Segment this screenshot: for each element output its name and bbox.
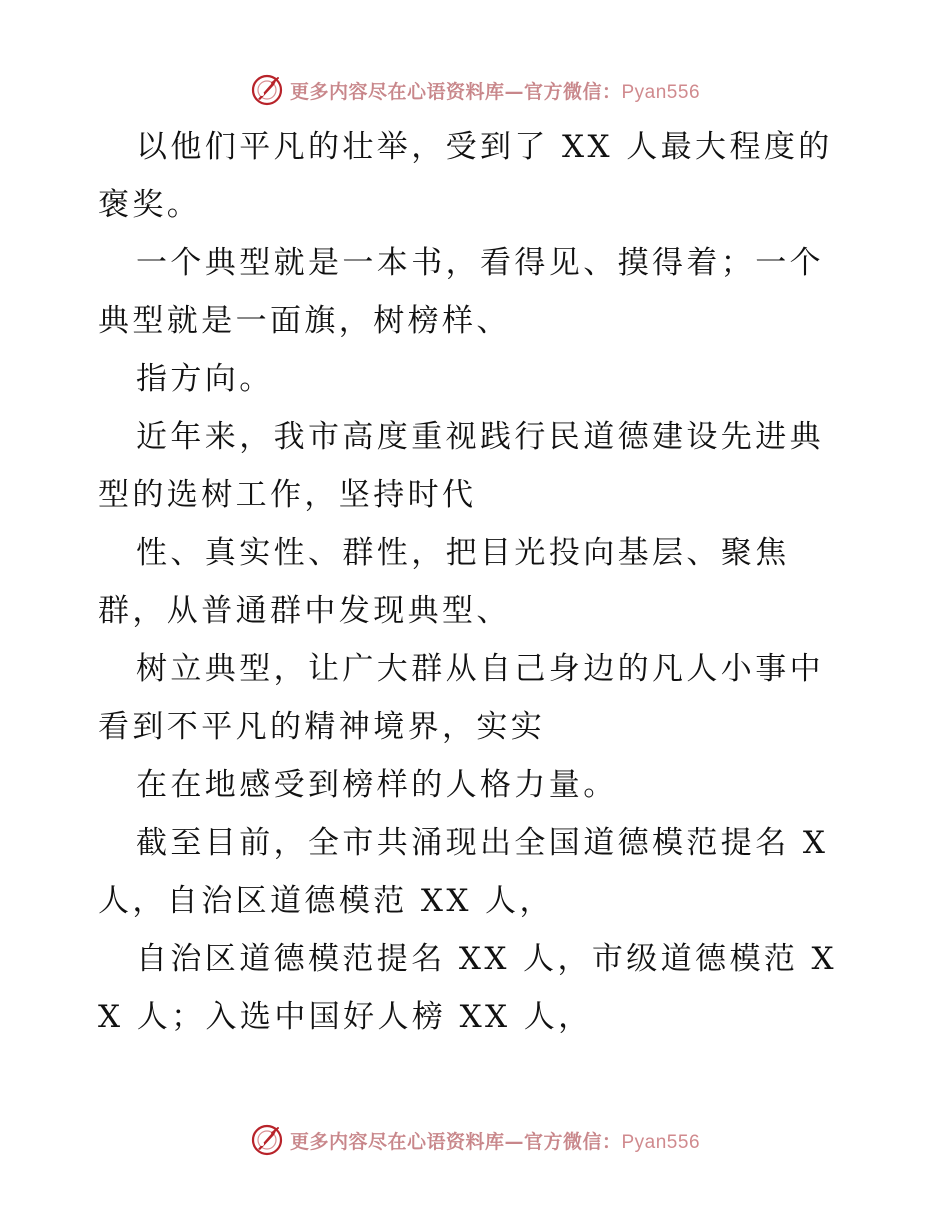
footer-banner (0, 1120, 950, 1160)
paragraph: 性、真实性、群性，把目光投向基层、聚焦群，从普通群中发现典型、 (98, 535, 790, 629)
header-banner (0, 70, 950, 110)
paragraph: 指方向。 (136, 361, 274, 397)
header-banner-text: 更多内容尽在心语资料库—官方微信：Pyan556 (289, 80, 701, 103)
paragraph: 截至目前，全市共涌现出全国道德模范提名 X 人，自治区道德模范 XX 人， (98, 825, 829, 919)
paragraph: 近年来，我市高度重视践行民道德建设先进典型的选树工作，坚持时代 (98, 419, 824, 513)
paragraph: 以他们平凡的壮举，受到了 XX 人最大程度的褒奖。 (98, 129, 833, 223)
paragraph: 树立典型，让广大群从自己身边的凡人小事中看到不平凡的精神境界，实实 (98, 651, 824, 745)
paragraph: 自治区道德模范提名 XX 人，市级道德模范 XX 人；入选中国好人榜 XX 人， (98, 941, 837, 1035)
document-body (98, 118, 858, 1046)
footer-banner-text: 更多内容尽在心语资料库—官方微信：Pyan556 (289, 1130, 701, 1153)
paragraph: 在在地感受到榜样的人格力量。 (136, 767, 618, 803)
quill-pen-logo-icon (250, 73, 284, 107)
paragraph: 一个典型就是一本书，看得见、摸得着；一个典型就是一面旗，树榜样、 (98, 245, 824, 339)
quill-pen-logo-icon (250, 1123, 284, 1157)
